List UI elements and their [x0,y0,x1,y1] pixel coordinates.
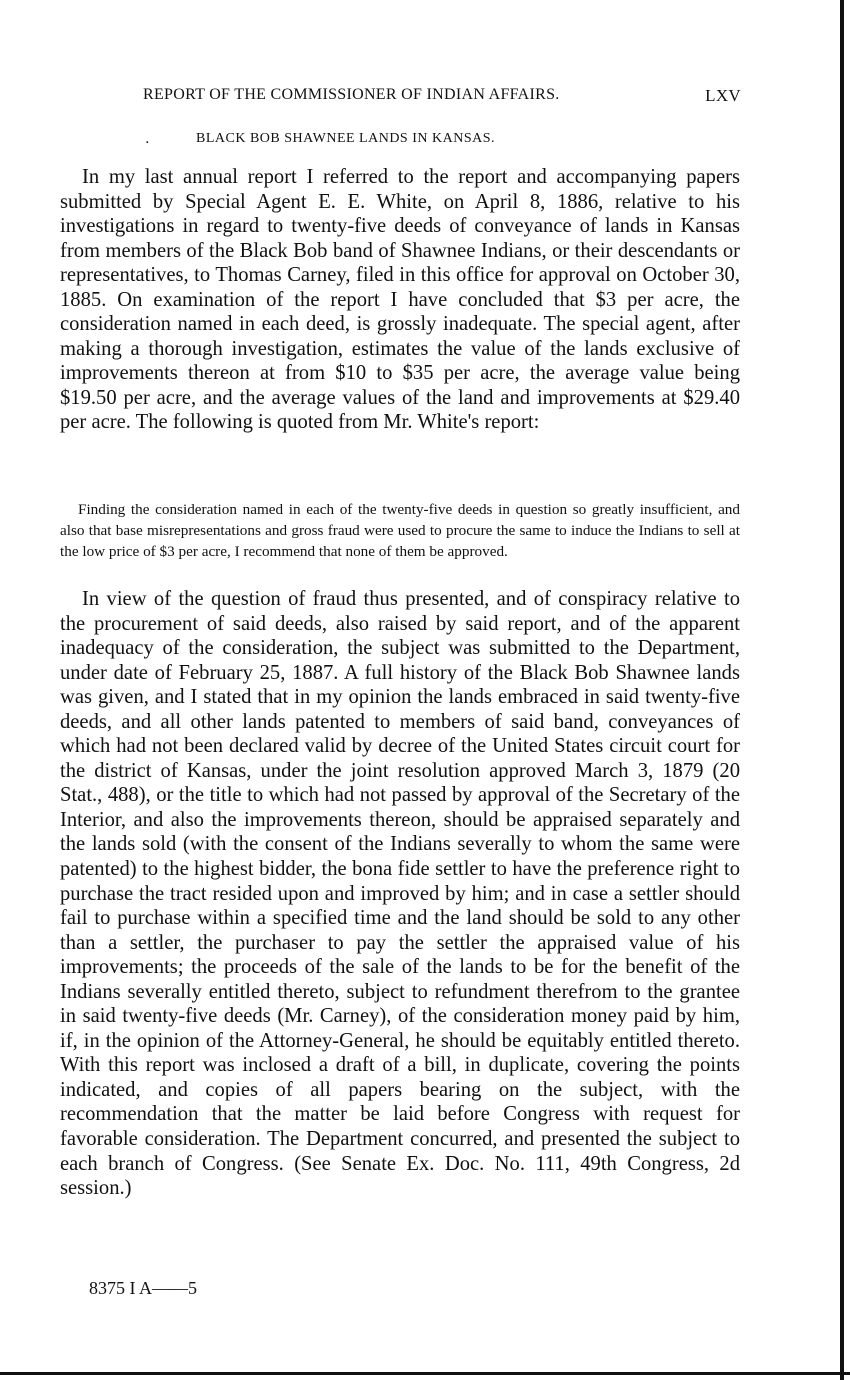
page-number: LXV [705,86,741,105]
paragraph-2: In view of the question of fraud thus presented, and of conspiracy relative to the procurement of said deeds, also raised by said report, and of the apparent inadequacy of the consideration, the subject was submitted to the Department, under date of February 25, 1887. A full history of the Black Bob Shawnee lands was given, and I stated that in my opinion the lands embraced in said twenty-five deeds, and all other lands patented to members of said band, conveyances of which had not been declared valid by decree of the United States circuit court for the district of Kansas, under the joint resolution approved March 3, 1879 (20 Stat., 488), or the title to which had not passed by approval of the Secretary of the Interior, and also the improvements thereon, should be appraised separately and the lands sold (with the consent of the Indians severally to whom the same were patented) to the highest bidder, the bona fide settler to have the preference right to purchase the tract resided upon and improved by him; and in case a settler should fail to purchase within a specified time and the land should be sold to any other than a settler, the purchaser to pay the settler the appraised value of his improvements; the proceeds of the sale of the lands to be for the benefit of the Indians severally entitled thereto, subject to refundment therefrom to the grantee in said twenty-five deeds (Mr. Carney), of the consideration money paid by him, if, in the opinion of the Attorney-General, he should be equitably entitled thereto. With this report was inclosed a draft of a bill, in duplicate, covering the points indicated, and copies of all papers bearing on the subject, with the recommendation that the matter be laid before Congress with request for favorable consideration. The Department concurred, and presented the subject to each branch of Congress. (See Senate Ex. Doc. No. 111, 49th Congress, 2d session.) [60,588,740,1200]
running-title: REPORT OF THE COMMISSIONER OF INDIAN AFFAIRS. [143,86,560,103]
body-block-2 [60,587,740,1201]
paragraph-1: In my last annual report I referred to the report and accompanying papers submitted by Special Agent E. E. White, on April 8, 1886, relative to his investigations in regard to twenty-five deeds of conveyance of lands in Kansas from members of the Black Bob band of Shawnee Indians, or their descendants or representatives, to Thomas Carney, filed in this office for approval on October 30, 1885. On examination of the report I have concluded that $3 per acre, the consideration named in each deed, is grossly inadequate. The special agent, after making a thorough investigation, estimates the value of the lands exclusive of improvements thereon at from $10 to $35 per acre, the average value being $19.50 per acre, and the average values of the land and improvements at $29.40 per acre. The following is quoted from Mr. White's report: [60,166,740,434]
section-heading: BLACK BOB SHAWNEE LANDS IN KANSAS. [196,131,496,146]
stray-mark: . [145,131,150,147]
body-block-1 [60,165,740,435]
quotation-text: Finding the consideration named in each of the twenty-five deeds in question so greatly insufficient, and also that base misrepresentations and gross fraud were used to procure the same to induce the Indians to sell at the low price of $3 per acre, I recommend that none of them be approved. [60,501,740,560]
right-edge-rule [840,0,844,1380]
signature-mark: 8375 I A——5 [89,1278,197,1298]
running-head [143,86,741,110]
bottom-edge-rule [0,1372,850,1375]
quotation-block [60,499,740,562]
